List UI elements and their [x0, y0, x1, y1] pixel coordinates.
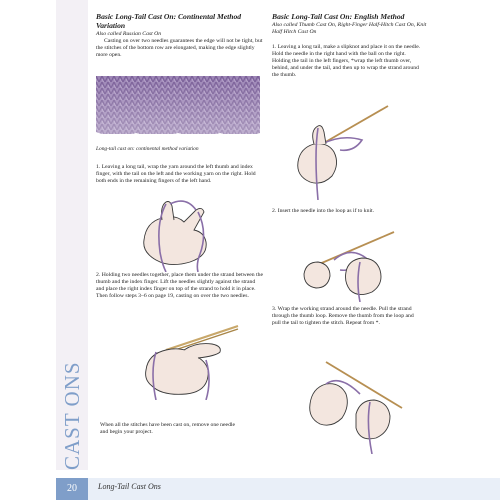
left-closing: When all the stitches have been cast on, remove one needle and begin your project. — [100, 422, 236, 435]
left-intro: Casting on over two needles guarantees the edge will not be tight, but the stitches of the bottom row are elongated, making the edge slightly more open. — [96, 38, 263, 58]
right-step-1: 1. Leaving a long tail, make a slipknot and place it on the needle. Hold the needle in the right hand with the ball on the right. Holding the tail in the left fingers, *wrap the left thumb over, behind, and under the tail, and then up to wrap the strand around the thumb. — [272, 44, 421, 78]
page-number: 20 — [56, 478, 88, 500]
left-column — [96, 12, 264, 59]
two-needles-illustration — [126, 320, 246, 400]
right-step-3: 3. Wrap the working strand around the needle. Pull the strand through the thumb loop. Remove the thumb from the loop and pull the tail to tighten the stitch. Repeat from *. — [272, 306, 414, 326]
hand-wrap-yarn-illustration — [126, 192, 236, 272]
right-step-2: 2. Insert the needle into the loop as if to knit. — [272, 208, 375, 214]
swatch-caption: Long-tail cast on: continental method variation — [96, 146, 199, 152]
insert-needle-illustration — [290, 222, 400, 302]
right-aka: Also called Thumb Cast On, Right-Finger Half-Hitch Cast On, Knit Half Hitch Cast On — [272, 22, 427, 35]
left-step-2: 2. Holding two needles together, place them under the strand between the thumb and the index finger. Lift the needles slightly against the strand and place the right index finger on top of the strand to hold it in place. Then follow steps 3–6 on page 19, casting on over the two needles. — [96, 272, 264, 299]
thumb-wrap-illustration — [292, 104, 392, 200]
right-heading: Basic Long-Tail Cast On: English Method — [272, 12, 405, 21]
left-heading: Basic Long-Tail Cast On: Continental Method Variation — [96, 12, 242, 30]
side-tab-label — [58, 442, 178, 470]
pull-strand-illustration — [300, 344, 410, 454]
knitted-swatch-photo — [96, 76, 260, 142]
footer-title: Long-Tail Cast Ons — [98, 482, 161, 491]
left-step-1: 1. Leaving a long tail, wrap the yarn around the left thumb and index finger, with the tail on the left and the working yarn on the right. Hold both ends in the remaining fingers of the left hand. — [96, 164, 256, 184]
left-aka: Also called Russian Cast On — [96, 31, 162, 37]
right-column — [272, 12, 432, 36]
